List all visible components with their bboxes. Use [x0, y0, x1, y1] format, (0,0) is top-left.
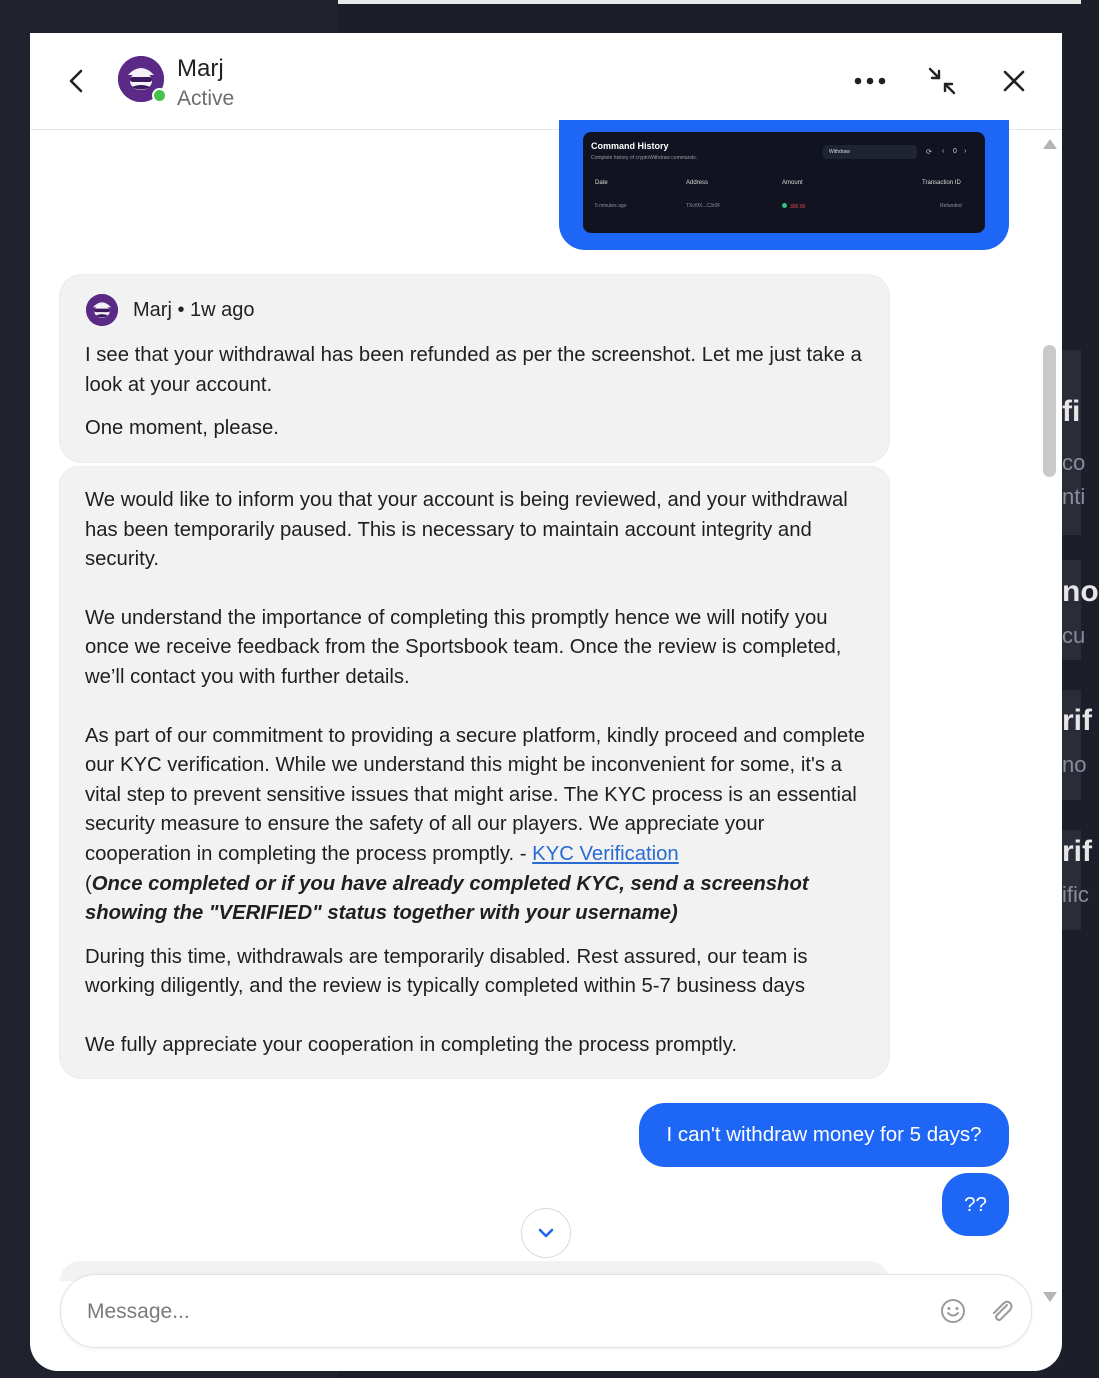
- close-icon: [994, 61, 1034, 101]
- screenshot-column-header: Transaction ID: [922, 180, 961, 186]
- message-input[interactable]: [85, 1293, 909, 1331]
- screenshot-filter: Withdraw: [823, 145, 917, 159]
- emoji-button[interactable]: [939, 1297, 967, 1325]
- close-button[interactable]: [994, 61, 1034, 101]
- message-text: [85, 486, 875, 1061]
- scroll-up-arrow[interactable]: [1043, 136, 1057, 146]
- screenshot-cell: [782, 203, 805, 210]
- screenshot-amount: 300.00: [790, 204, 806, 210]
- screenshot-cell: 5 minutes ago: [595, 203, 627, 209]
- background-text: rif: [1062, 835, 1092, 868]
- scroll-down-arrow[interactable]: [1043, 1289, 1057, 1299]
- screenshot-title: Command History: [591, 141, 669, 151]
- message-paragraph: We understand the importance of completing this promptly hence we will notify you once we receive feedback from the Sportsbook team. Once the review is completed, we’ll contact you with further details.: [85, 606, 842, 688]
- background-text: no: [1062, 752, 1087, 777]
- messages-area[interactable]: [30, 130, 1062, 1270]
- triangle-up-icon: [1043, 139, 1057, 149]
- background-text: nti: [1062, 484, 1086, 509]
- message-paragraph: [85, 870, 875, 929]
- contact-status: Active: [177, 87, 235, 110]
- user-message[interactable]: I can't withdraw money for 5 days?: [639, 1103, 1009, 1167]
- screenshot-cell: TXc6fX...C3r0F: [686, 203, 721, 209]
- agent-message: [60, 275, 889, 462]
- message-paragraph: [85, 722, 875, 870]
- chevron-left-icon: [60, 63, 92, 99]
- background-text: ific: [1062, 882, 1089, 907]
- scroll-to-bottom-button[interactable]: [521, 1208, 571, 1258]
- screenshot-column-header: Address: [686, 180, 709, 186]
- agent-avatar-icon: [86, 294, 118, 326]
- message-paragraph: I see that your withdrawal has been refunded as per the screenshot. Let me just take a look at your account.: [85, 344, 862, 396]
- user-message[interactable]: ??: [942, 1173, 1009, 1236]
- chevron-left-icon: ‹: [942, 148, 945, 155]
- agent-avatar: [86, 294, 118, 326]
- screenshot-image[interactable]: [583, 132, 985, 233]
- paperclip-icon: [987, 1297, 1015, 1325]
- coin-icon: [782, 203, 787, 208]
- chevron-down-icon: [522, 1209, 570, 1257]
- background-text: rif: [1062, 704, 1092, 737]
- more-options-button[interactable]: [850, 61, 890, 101]
- screenshot-column-header: Date: [595, 180, 608, 186]
- screenshot-cell: Refunded: [940, 203, 962, 209]
- background-text: cu: [1062, 623, 1086, 648]
- minimize-arrows-icon: [922, 61, 962, 101]
- message-paragraph: During this time, withdrawals are temporarily disabled. Rest assured, our team is working diligently, and the review is typically completed within 5-7 business days: [85, 945, 808, 998]
- kyc-instruction-text: Once completed or if you have already completed KYC, send a screenshot showing the "VERIFIED" status together with your username): [85, 872, 809, 925]
- message-composer: [60, 1274, 1032, 1348]
- background-text: co: [1062, 450, 1086, 475]
- agent-name-time: Marj • 1w ago: [133, 299, 255, 321]
- chat-header: [30, 33, 1062, 130]
- screenshot-attachment-bubble[interactable]: [559, 120, 1009, 250]
- screenshot-page-number: 0: [953, 148, 957, 155]
- minimize-button[interactable]: [922, 61, 962, 101]
- screenshot-column-header: Amount: [782, 180, 803, 186]
- online-status-dot: [152, 88, 167, 103]
- message-text-span: As part of our commitment to providing a secure platform, kindly proceed and complete our KYC verification. While we understand this might be inconvenient for some, it's a vital step to prevent sensitive issues that might arise. The KYC process is an essential security measure to ensure the safety of all our players. We appreciate your cooperation in completing the process promptly. -: [85, 724, 866, 865]
- message-paragraph: We would like to inform you that your account is being reviewed, and your withdrawal has been temporarily paused. This is necessary to maintain account integrity and security.: [85, 489, 848, 571]
- scrollbar-thumb[interactable]: [1043, 345, 1056, 477]
- chevron-right-icon: ›: [964, 148, 967, 155]
- screenshot-subtitle: Complete history of cryptoWithdraw commands.: [591, 155, 698, 161]
- chat-window: [30, 33, 1062, 1371]
- message-paragraph: We fully appreciate your cooperation in completing the process promptly.: [85, 1033, 737, 1056]
- contact-name: Marj: [177, 55, 224, 82]
- refresh-icon: ⟳: [926, 149, 932, 156]
- scrollbar[interactable]: [1040, 133, 1060, 1273]
- agent-message: [60, 467, 889, 1078]
- more-horizontal-icon: [850, 61, 890, 101]
- background-text: no: [1062, 575, 1099, 608]
- paren-text: (: [85, 872, 92, 895]
- back-button[interactable]: [60, 63, 92, 99]
- attach-button[interactable]: [987, 1297, 1015, 1325]
- message-text: [85, 341, 875, 444]
- message-paragraph: One moment, please.: [85, 417, 279, 440]
- background-text: fi: [1062, 395, 1081, 428]
- kyc-verification-link[interactable]: KYC Verification: [532, 842, 679, 865]
- triangle-down-icon: [1043, 1292, 1057, 1302]
- emoji-icon: [939, 1297, 967, 1325]
